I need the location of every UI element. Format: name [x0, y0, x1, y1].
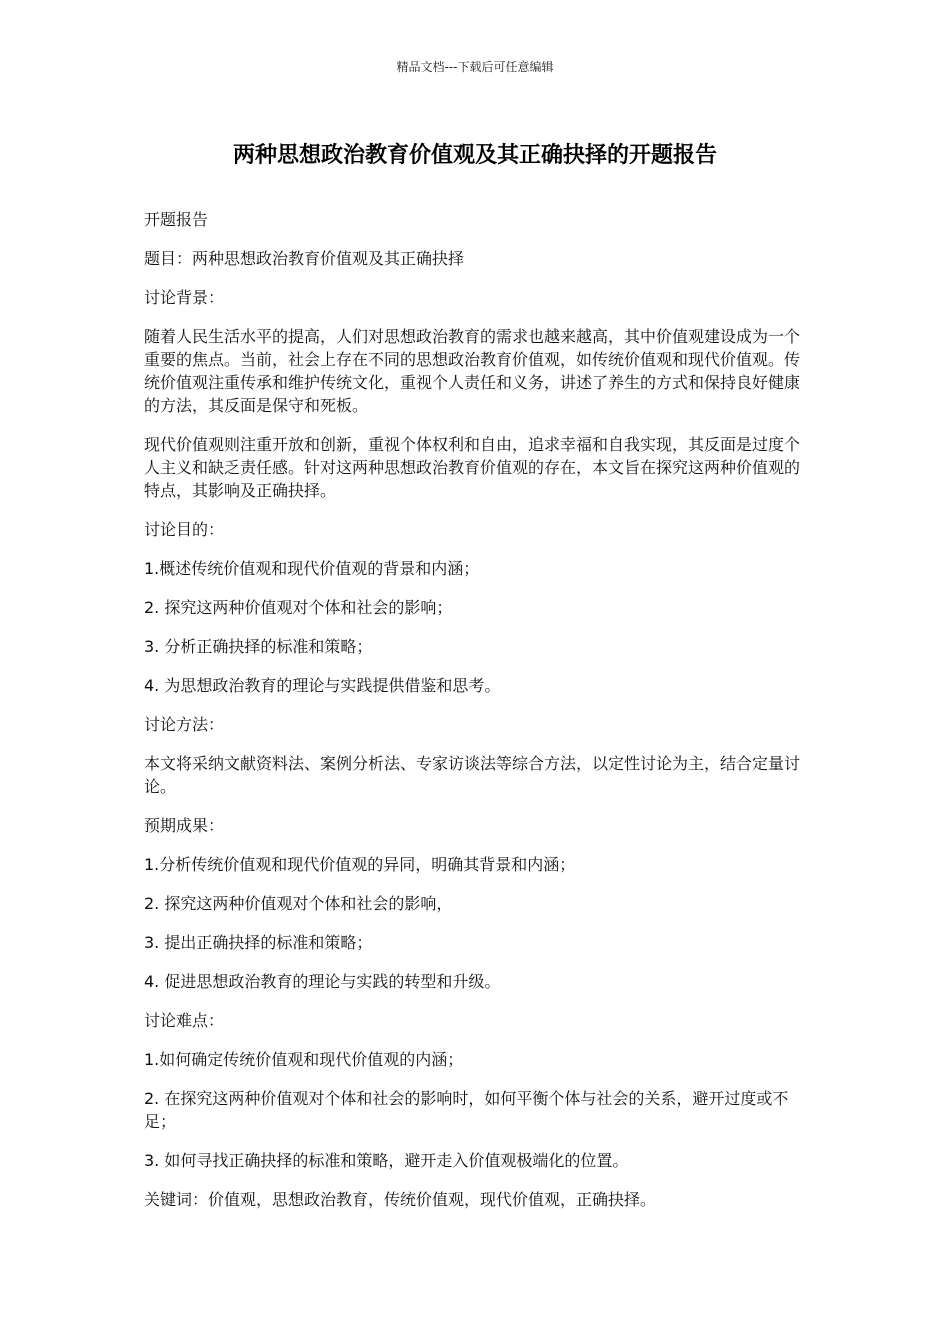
outcome-item: 4. 促进思想政治教育的理论与实践的转型和升级。 [144, 972, 501, 991]
outcome-item: 3. 提出正确抉择的标准和策略； [144, 933, 373, 952]
background-heading: 讨论背景： [144, 288, 225, 307]
report-label: 开题报告 [144, 210, 209, 229]
topic-line: 题目：两种思想政治教育价值观及其正确抉择 [144, 249, 465, 268]
document-body [144, 208, 804, 1227]
purpose-item: 2. 探究这两种价值观对个体和社会的影响； [144, 598, 453, 617]
header-note: 精品文档---下载后可任意编辑 [396, 60, 554, 74]
outcome-item: 2. 探究这两种价值观对个体和社会的影响， [144, 894, 453, 913]
purpose-heading: 讨论目的： [144, 520, 225, 539]
background-paragraph-2: 现代价值观则注重开放和创新，重视个体权利和自由，追求幸福和自我实现，其反面是过度个人主义和缺乏责任感。针对这两种思想政治教育价值观的存在，本文旨在探究这两种价值观的特点，其影响及正确抉择。 [144, 435, 801, 500]
difficulty-item: 1.如何确定传统价值观和现代价值观的内涵； [144, 1050, 464, 1069]
outcomes-heading: 预期成果： [144, 816, 225, 835]
purpose-item: 1.概述传统价值观和现代价值观的背景和内涵； [144, 559, 480, 578]
keywords-line: 关键词：价值观，思想政治教育，传统价值观，现代价值观，正确抉择。 [144, 1190, 657, 1209]
difficulty-item: 3. 如何寻找正确抉择的标准和策略，避开走入价值观极端化的位置。 [144, 1151, 629, 1170]
background-paragraph-1: 随着人民生活水平的提高，人们对思想政治教育的需求也越来越高，其中价值观建设成为一个重要的焦点。当前，社会上存在不同的思想政治教育价值观，如传统价值观和现代价值观。传统价值观注重传承和维护传统文化，重视个人责任和义务，讲述了养生的方式和保持良好健康的方法，其反面是保守和死板。 [144, 327, 801, 415]
document-title: 两种思想政治教育价值观及其正确抉择的开题报告 [232, 143, 717, 168]
method-paragraph: 本文将采纳文献资料法、案例分析法、专家访谈法等综合方法，以定性讨论为主，结合定量讨论。 [144, 754, 801, 796]
purpose-item: 4. 为思想政治教育的理论与实践提供借鉴和思考。 [144, 676, 501, 695]
outcome-item: 1.分析传统价值观和现代价值观的异同，明确其背景和内涵； [144, 855, 576, 874]
purpose-item: 3. 分析正确抉择的标准和策略； [144, 637, 373, 656]
difficulties-heading: 讨论难点： [144, 1011, 225, 1030]
method-heading: 讨论方法： [144, 715, 225, 734]
difficulty-item: 2. 在探究这两种价值观对个体和社会的影响时，如何平衡个体与社会的关系，避开过度或不足； [144, 1089, 789, 1131]
